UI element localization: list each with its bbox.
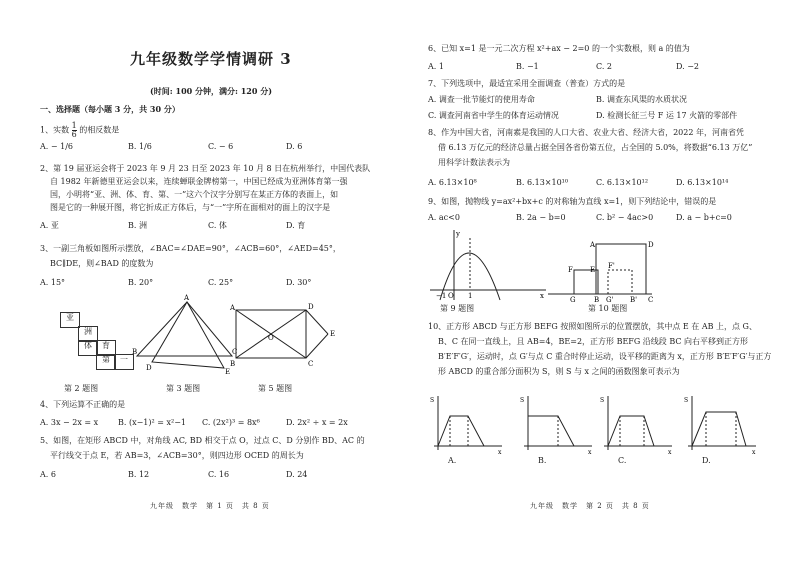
origin-label: O: [448, 292, 454, 300]
figure-caption: 第 3 题图: [166, 384, 201, 393]
question-5-line: 5、如图，在矩形 ABCD 中，对角线 AC, BD 相交于点 O，过点 C、D 分别作 BD、AC 的: [40, 436, 365, 445]
vertex-label: A: [590, 241, 596, 249]
option-a: A. 3x − 2x = x: [40, 418, 99, 427]
graph-option-label: A.: [448, 456, 457, 465]
vertex-label: G: [570, 296, 576, 304]
option-c: C. b² − 4ac>0: [596, 213, 654, 222]
vertex-label: D: [308, 303, 314, 311]
graph-option-label: C.: [618, 456, 627, 465]
answer-graph-a: [428, 394, 504, 454]
vertex-label: C: [648, 296, 654, 304]
net-cell: 一: [114, 354, 134, 370]
question-2-line: 自 1982 年新德里亚运会以来，连续蝉联金牌榜第一，中国已经成为亚洲体育第一强: [50, 177, 348, 186]
exam-page-2: [420, 22, 780, 542]
axis-label: y: [456, 230, 460, 238]
option-b: B. −1: [516, 62, 539, 71]
exam-time-note: (时间: 100 分钟，满分: 120 分): [150, 86, 273, 96]
axis-label: S: [430, 397, 435, 404]
vertex-label: D: [648, 241, 654, 249]
net-cell: 洲: [78, 326, 98, 342]
option-c: C. 2: [596, 62, 613, 71]
question-10-line: 10、正方形 ABCD 与正方形 BEFG 按照如图所示的位置摆放，其中点 E 在 AB 上，点 G、: [428, 322, 757, 331]
graph-option-label: B.: [538, 456, 547, 465]
question-8-line: 8、作为中国大省，河南素是我国的人口大省、农业大省、经济大省，2022 年，河南省凭: [428, 128, 744, 137]
vertex-label: B: [594, 296, 600, 304]
axis-label: x: [498, 449, 502, 456]
question-5-line: 平行线交于点 E，若 AB=3，∠ACB=30°，则四边形 OCED 的周长为: [50, 451, 304, 460]
option-a: A. 亚: [40, 221, 59, 230]
vertex-label: O: [268, 334, 274, 342]
section-heading: 一、选择题（每小题 3 分，共 30 分）: [40, 104, 180, 114]
question-10-line: B、C 在同一直线上，且 AB=4，BE=2，正方形 BEFG 沿线段 BC 向右平移到正方形: [438, 337, 749, 346]
question-10-line: 形 ABCD 的重合部分面积为 S，则 S 与 x 之间的函数图象可表示为: [438, 367, 680, 376]
question-2-line: 2、第 19 届亚运会将于 2023 年 9 月 23 日至 2023 年 10 月 8 日在杭州举行，中国代表队: [40, 164, 371, 173]
squares-figure: [546, 238, 656, 304]
option-c: C. (2x²)³ = 8x⁶: [202, 418, 260, 427]
option-b: B. 调查东风渠的水质状况: [596, 95, 687, 104]
cube-net-figure: [60, 312, 140, 372]
option-c: C. 25°: [208, 278, 234, 287]
option-d: D. 30°: [286, 278, 312, 287]
page-footer: 九年级 数学 第 2 页 共 8 页: [530, 502, 650, 510]
vertex-label: E: [590, 266, 596, 274]
question-4: 4、下列运算不正确的是: [40, 400, 126, 409]
vertex-label: B': [630, 296, 638, 304]
option-b: B. 6.13×10¹⁰: [516, 178, 569, 187]
vertex-label: A: [184, 294, 190, 302]
question-3-line: 3、一副三角板如图所示摆放，∠BAC=∠DAE=90°，∠ACB=60°，∠AED=45°，: [40, 244, 341, 253]
option-a: A. − 1/6: [40, 142, 73, 151]
question-8-line: 用科学计数法表示为: [438, 158, 510, 167]
option-d: D. 6.13×10¹⁴: [676, 178, 729, 187]
triangles-figure: [132, 294, 242, 374]
question-9: 9、如图，抛物线 y=ax²+bx+c 的对称轴为直线 x=1，则下列结论中，错误的是: [428, 197, 717, 206]
figure-caption: 第 5 题图: [258, 384, 293, 393]
option-b: B. 12: [128, 470, 150, 479]
question-3-line: BC∥DE，则∠BAD 的度数为: [50, 259, 154, 268]
question-6: 6、已知 x=1 是一元二次方程 x²+ax − 2=0 的一个实数根，则 a 的值为: [428, 44, 690, 53]
option-d: D. 检测长征三号 F 运 17 火箭的零部件: [596, 111, 738, 120]
vertex-label: G': [606, 296, 614, 304]
vertex-label: F: [568, 266, 573, 274]
option-b: B. 20°: [128, 278, 154, 287]
question-2-line: 国，小明将“亚、洲、体、育、第、一”这六个汉字分别写在某正方体的表面上，如: [50, 190, 339, 199]
option-c: C. 体: [208, 221, 227, 230]
answer-graph-c: [598, 394, 674, 454]
vertex-label: B: [230, 360, 236, 368]
vertex-label: E: [225, 368, 231, 376]
figure-caption: 第 2 题图: [64, 384, 99, 393]
option-a: A. ac<0: [428, 213, 460, 222]
vertex-label: B: [132, 348, 138, 356]
net-cell: 体: [78, 340, 98, 356]
figure-caption: 第 10 题图: [588, 304, 628, 313]
option-a: A. 6.13×10⁸: [428, 178, 477, 187]
option-d: D. a − b+c=0: [676, 213, 732, 222]
option-c: C. 6.13×10¹²: [596, 178, 649, 187]
question-2-line: 图是它的一种展开图，将它折成正方体后，与“一”字所在面相对的面上的汉字是: [50, 203, 331, 212]
net-cell: 育: [96, 340, 116, 356]
question-1: 1、实数 $\frac{1}{6}$ 的相反数是: [40, 121, 120, 139]
answer-graph-b: [518, 394, 594, 454]
axis-label: x: [752, 449, 756, 456]
option-a: A. 1: [428, 62, 444, 71]
vertex-label: F': [608, 262, 615, 270]
option-b: B. 1/6: [128, 142, 152, 151]
axis-label: S: [600, 397, 605, 404]
vertex-label: D: [146, 364, 152, 372]
tick-label: −1: [436, 292, 447, 300]
axis-label: x: [668, 449, 672, 456]
vertex-label: E: [330, 330, 336, 338]
vertex-label: C: [308, 360, 314, 368]
question-8-line: 借 6.13 万亿元的经济总量占据全国各省份第五位，占全国的 5.0%，将数据“6.13 万亿”: [438, 143, 753, 152]
parabola-figure: [428, 228, 548, 302]
option-b: B. 洲: [128, 221, 147, 230]
axis-label: x: [540, 292, 544, 300]
option-d: D. 育: [286, 221, 306, 230]
axis-label: S: [520, 397, 525, 404]
question-7: 7、下列选项中，最适宜采用全面调查（普查）方式的是: [428, 79, 626, 88]
option-a: A. 15°: [40, 278, 66, 287]
option-c: C. 16: [208, 470, 230, 479]
option-c: C. 调查河南省中学生的体育运动情况: [428, 111, 559, 120]
question-10-line: B′E′F′G′，运动时，点 G′与点 C 重合时停止运动，设平移的距离为 x，正方形 B′E′F′G′与正方: [438, 352, 772, 361]
axis-label: x: [588, 449, 592, 456]
option-b: B. 2a − b=0: [516, 213, 566, 222]
option-d: D. −2: [676, 62, 700, 71]
page-footer: 九年级 数学 第 1 页 共 8 页: [150, 502, 270, 510]
vertex-label: C: [232, 348, 238, 356]
option-d: D. 24: [286, 470, 308, 479]
axis-label: S: [684, 397, 689, 404]
exam-title: 九年级数学学情调研 3: [130, 50, 292, 68]
net-cell: 亚: [60, 312, 80, 328]
option-d: D. 2x² ÷ x = 2x: [286, 418, 348, 427]
option-b: B. (x−1)² = x²−1: [118, 418, 187, 427]
tick-label: 1: [468, 292, 473, 300]
option-d: D. 6: [286, 142, 303, 151]
option-a: A. 调查一批节能灯的使用寿命: [428, 95, 535, 104]
option-a: A. 6: [40, 470, 56, 479]
option-c: C. − 6: [208, 142, 234, 151]
figure-caption: 第 9 题图: [440, 304, 475, 313]
answer-graph-d: [682, 394, 758, 454]
rectangle-figure: [228, 302, 338, 372]
vertex-label: A: [230, 304, 236, 312]
exam-page-1: [40, 22, 400, 542]
graph-option-label: D.: [702, 456, 711, 465]
net-cell: 第: [96, 354, 116, 370]
